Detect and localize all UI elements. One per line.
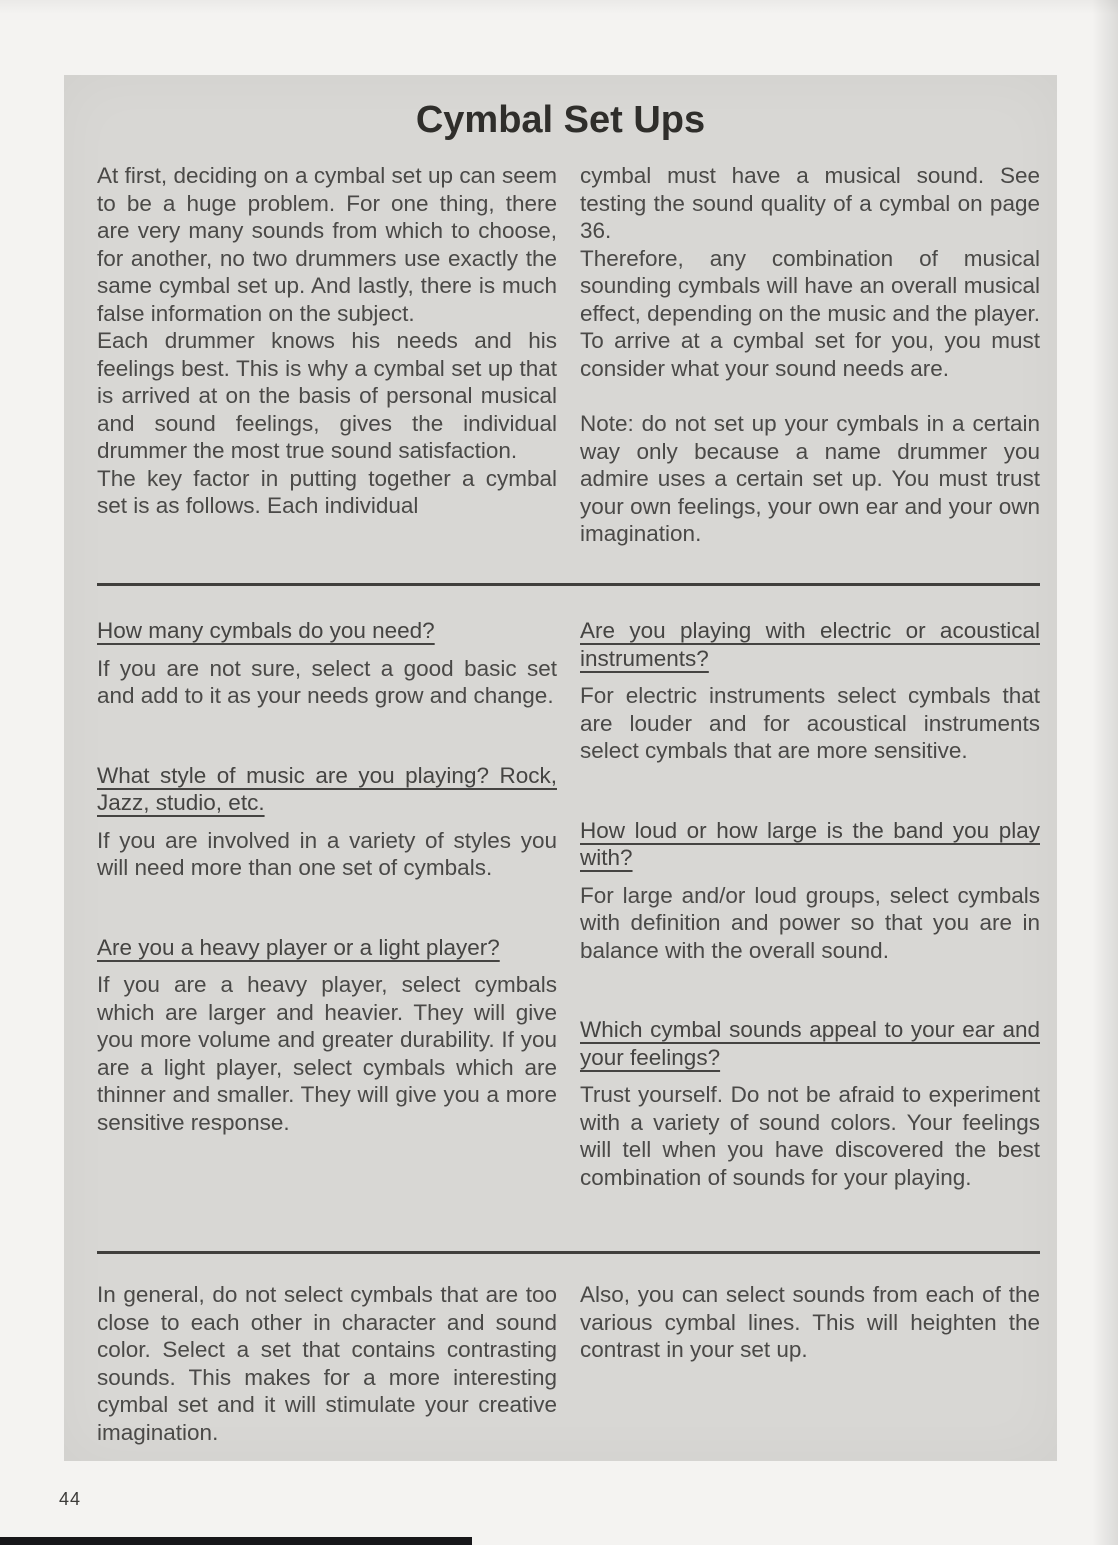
divider-rule-top bbox=[97, 583, 1040, 586]
question-heading: Which cymbal sounds appeal to your ear and your feelings? bbox=[580, 1017, 1040, 1070]
answer-paragraph: For electric instruments select cymbals that are louder and for acoustical instruments select cymbals that are more sensitive. bbox=[580, 683, 1040, 763]
closing-paragraph: Also, you can select sounds from each of the various cymbal lines. This will heighten the contrast in your set up. bbox=[580, 1282, 1040, 1362]
closing-right-column bbox=[580, 1281, 1040, 1446]
intro-left-column bbox=[97, 162, 557, 548]
qa-block bbox=[97, 762, 557, 882]
closing-paragraph: In general, do not select cymbals that are too close to each other in character and sound color. Select a set that contains contrasting sounds. This makes for a more interesting cymbal set and it will stimulate your creative imagination. bbox=[97, 1282, 557, 1445]
intro-paragraph: cymbal must have a musical sound. See testing the sound quality of a cymbal on page 36. bbox=[580, 163, 1040, 243]
qa-block bbox=[580, 1016, 1040, 1191]
intro-paragraph: At first, deciding on a cymbal set up can seem to be a huge problem. For one thing, there are very many sounds from which to choose, for another, no two drummers use exactly the same cymbal set up. And lastly, there is much false information on the subject. bbox=[97, 163, 557, 326]
scan-edge-strip bbox=[0, 1537, 472, 1545]
answer-paragraph: For large and/or loud groups, select cymbals with definition and power so that you are in balance with the overall sound. bbox=[580, 882, 1040, 963]
intro-right-column bbox=[580, 162, 1040, 548]
closing-left-column bbox=[97, 1281, 557, 1446]
intro-paragraph: The key factor in putting together a cymbal set is as follows. Each individual bbox=[97, 465, 557, 518]
question-heading: Are you a heavy player or a light player? bbox=[97, 934, 500, 960]
question-heading: Are you playing with electric or acoustical instruments? bbox=[580, 618, 1040, 671]
qa-block bbox=[97, 934, 557, 1137]
question-heading: What style of music are you playing? Rock, Jazz, studio, etc. bbox=[97, 762, 557, 815]
page-title: Cymbal Set Ups bbox=[415, 99, 706, 141]
questions-right-column bbox=[580, 617, 1040, 1243]
divider-rule-bottom bbox=[97, 1251, 1040, 1254]
content-panel bbox=[64, 75, 1057, 1461]
page-edge-shadow-top bbox=[0, 0, 1118, 14]
intro-paragraph: Therefore, any combination of musical sounding cymbals will have an overall musical effect, depending on the music and the player. To arrive at a cymbal set for you, you must consider what your sound needs are. bbox=[580, 245, 1040, 381]
answer-paragraph: If you are a heavy player, select cymbals which are larger and heavier. They will give you more volume and greater durability. If you are a light player, select cymbals which are thinner and smaller. They will give you a more sensitive response. bbox=[97, 972, 557, 1135]
question-heading: How loud or how large is the band you play with? bbox=[580, 817, 1040, 870]
intro-section bbox=[97, 162, 1040, 548]
page-number: 44 bbox=[59, 1489, 82, 1509]
note-paragraph: Note: do not set up your cymbals in a certain way only because a name drummer you admire uses a certain set up. You must trust your own feelings, your own ear and your own imagination. bbox=[580, 411, 1040, 546]
qa-block bbox=[580, 617, 1040, 765]
answer-paragraph: Trust yourself. Do not be afraid to experiment with a variety of sound colors. Your feelings will tell when you have discovered the best combination of sounds for your playing. bbox=[580, 1082, 1040, 1190]
page-edge-shadow-right bbox=[1092, 0, 1118, 1545]
questions-left-column bbox=[97, 617, 557, 1243]
intro-paragraph: Each drummer knows his needs and his feelings best. This is why a cymbal set up that is arrived at on the basis of personal musical and sound feelings, gives the individual drummer the most true sound satisfaction. bbox=[97, 328, 557, 463]
answer-paragraph: If you are involved in a variety of styles you will need more than one set of cymbals. bbox=[97, 827, 557, 880]
closing-section bbox=[97, 1281, 1040, 1446]
answer-paragraph: If you are not sure, select a good basic set and add to it as your needs grow and change. bbox=[97, 655, 557, 708]
questions-section bbox=[97, 617, 1040, 1243]
qa-block bbox=[97, 617, 557, 710]
question-heading: How many cymbals do you need? bbox=[97, 618, 435, 643]
qa-block bbox=[580, 817, 1040, 965]
